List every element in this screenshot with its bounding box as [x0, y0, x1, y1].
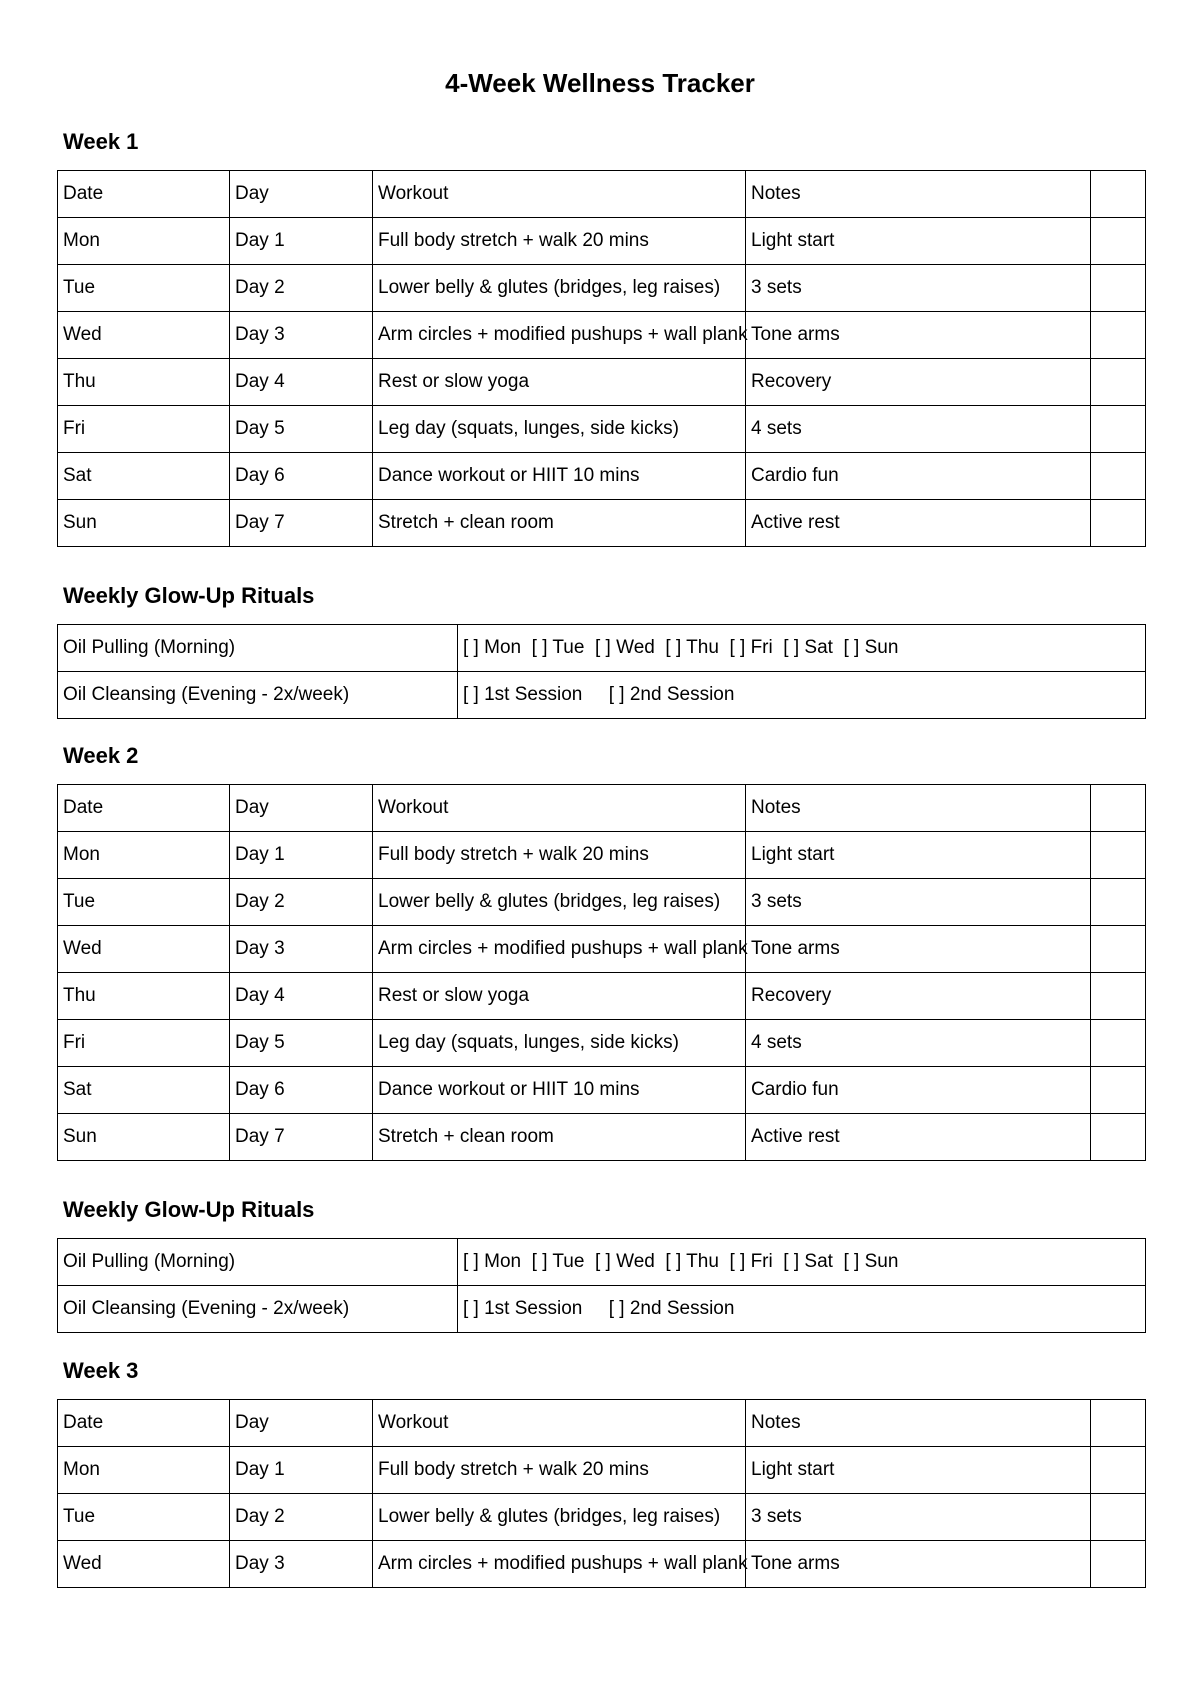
day-cell: Day 7 — [230, 1114, 373, 1161]
day-cell: Day 1 — [230, 832, 373, 879]
date-cell: Wed — [58, 1541, 230, 1588]
notes-cell: 3 sets — [746, 1494, 1091, 1541]
day-cell: Day 3 — [230, 1541, 373, 1588]
notes-cell: Active rest — [746, 1114, 1091, 1161]
header-day: Day — [230, 785, 373, 832]
check-cell[interactable] — [1091, 1114, 1146, 1161]
workout-cell: Lower belly & glutes (bridges, leg raises) — [373, 265, 746, 312]
check-cell[interactable] — [1091, 218, 1146, 265]
table-row — [58, 1494, 1146, 1541]
date-cell: Sun — [58, 500, 230, 547]
check-cell[interactable] — [1091, 312, 1146, 359]
workout-cell: Dance workout or HIIT 10 mins — [373, 453, 746, 500]
notes-cell: Cardio fun — [746, 453, 1091, 500]
workout-cell: Arm circles + modified pushups + wall plank — [373, 926, 746, 973]
check-cell[interactable] — [1091, 926, 1146, 973]
workout-cell: Leg day (squats, lunges, side kicks) — [373, 1020, 746, 1067]
week-2-table — [57, 784, 1146, 1161]
table-row — [58, 265, 1146, 312]
day-cell: Day 3 — [230, 926, 373, 973]
workout-cell: Dance workout or HIIT 10 mins — [373, 1067, 746, 1114]
week-3-heading: Week 3 — [63, 1358, 139, 1383]
table-row — [58, 500, 1146, 547]
table-row — [58, 406, 1146, 453]
rituals-heading: Weekly Glow-Up Rituals — [63, 583, 315, 608]
header-workout: Workout — [373, 785, 746, 832]
day-cell: Day 5 — [230, 406, 373, 453]
date-cell: Thu — [58, 973, 230, 1020]
check-cell[interactable] — [1091, 1067, 1146, 1114]
notes-cell: Light start — [746, 832, 1091, 879]
workout-cell: Full body stretch + walk 20 mins — [373, 1447, 746, 1494]
workout-cell: Leg day (squats, lunges, side kicks) — [373, 406, 746, 453]
notes-cell: Tone arms — [746, 1541, 1091, 1588]
check-cell[interactable] — [1091, 1447, 1146, 1494]
check-cell[interactable] — [1091, 879, 1146, 926]
check-cell[interactable] — [1091, 1494, 1146, 1541]
ritual-label: Oil Cleansing (Evening - 2x/week) — [58, 1286, 458, 1333]
header-check — [1091, 171, 1146, 218]
table-row — [58, 832, 1146, 879]
rituals-heading: Weekly Glow-Up Rituals — [63, 1197, 315, 1222]
table-row — [58, 359, 1146, 406]
header-notes: Notes — [746, 171, 1091, 218]
date-cell: Mon — [58, 218, 230, 265]
header-notes: Notes — [746, 785, 1091, 832]
check-cell[interactable] — [1091, 453, 1146, 500]
week-1-rituals-table — [57, 624, 1146, 719]
day-cell: Day 2 — [230, 879, 373, 926]
check-cell[interactable] — [1091, 500, 1146, 547]
check-cell[interactable] — [1091, 973, 1146, 1020]
date-cell: Mon — [58, 1447, 230, 1494]
notes-cell: Active rest — [746, 500, 1091, 547]
header-workout: Workout — [373, 171, 746, 218]
date-cell: Sat — [58, 453, 230, 500]
date-cell: Tue — [58, 1494, 230, 1541]
workout-cell: Arm circles + modified pushups + wall plank — [373, 1541, 746, 1588]
notes-cell: Cardio fun — [746, 1067, 1091, 1114]
ritual-checkboxes[interactable]: [ ] Mon [ ] Tue [ ] Wed [ ] Thu [ ] Fri [ ] Sat [ ] Sun — [458, 625, 1146, 672]
day-cell: Day 6 — [230, 453, 373, 500]
workout-cell: Stretch + clean room — [373, 1114, 746, 1161]
header-check — [1091, 785, 1146, 832]
table-row — [58, 1067, 1146, 1114]
day-cell: Day 4 — [230, 973, 373, 1020]
table-row — [58, 1020, 1146, 1067]
ritual-checkboxes[interactable]: [ ] 1st Session [ ] 2nd Session — [458, 672, 1146, 719]
table-row — [58, 973, 1146, 1020]
date-cell: Wed — [58, 312, 230, 359]
week-2-rituals-table — [57, 1238, 1146, 1333]
week-1-heading: Week 1 — [63, 129, 139, 154]
notes-cell: 3 sets — [746, 265, 1091, 312]
notes-cell: Light start — [746, 1447, 1091, 1494]
table-row — [58, 1114, 1146, 1161]
table-header-row — [58, 1400, 1146, 1447]
header-date: Date — [58, 785, 230, 832]
date-cell: Fri — [58, 1020, 230, 1067]
ritual-row — [58, 1239, 1146, 1286]
ritual-label: Oil Pulling (Morning) — [58, 625, 458, 672]
table-header-row — [58, 171, 1146, 218]
ritual-label: Oil Cleansing (Evening - 2x/week) — [58, 672, 458, 719]
workout-cell: Full body stretch + walk 20 mins — [373, 832, 746, 879]
notes-cell: 4 sets — [746, 1020, 1091, 1067]
check-cell[interactable] — [1091, 832, 1146, 879]
day-cell: Day 5 — [230, 1020, 373, 1067]
header-day: Day — [230, 1400, 373, 1447]
date-cell: Thu — [58, 359, 230, 406]
workout-cell: Rest or slow yoga — [373, 359, 746, 406]
day-cell: Day 4 — [230, 359, 373, 406]
notes-cell: 4 sets — [746, 406, 1091, 453]
date-cell: Tue — [58, 879, 230, 926]
date-cell: Tue — [58, 265, 230, 312]
check-cell[interactable] — [1091, 265, 1146, 312]
workout-cell: Rest or slow yoga — [373, 973, 746, 1020]
page-title: 4-Week Wellness Tracker — [445, 68, 755, 98]
ritual-row — [58, 672, 1146, 719]
day-cell: Day 2 — [230, 265, 373, 312]
header-date: Date — [58, 171, 230, 218]
week-3-table — [57, 1399, 1146, 1588]
day-cell: Day 2 — [230, 1494, 373, 1541]
ritual-checkboxes[interactable]: [ ] 1st Session [ ] 2nd Session — [458, 1286, 1146, 1333]
workout-cell: Stretch + clean room — [373, 500, 746, 547]
ritual-label: Oil Pulling (Morning) — [58, 1239, 458, 1286]
date-cell: Sun — [58, 1114, 230, 1161]
notes-cell: Light start — [746, 218, 1091, 265]
check-cell[interactable] — [1091, 1541, 1146, 1588]
workout-cell: Lower belly & glutes (bridges, leg raises) — [373, 879, 746, 926]
workout-cell: Lower belly & glutes (bridges, leg raises) — [373, 1494, 746, 1541]
day-cell: Day 7 — [230, 500, 373, 547]
check-cell[interactable] — [1091, 406, 1146, 453]
week-1-table — [57, 170, 1146, 547]
notes-cell: Recovery — [746, 359, 1091, 406]
date-cell: Fri — [58, 406, 230, 453]
header-workout: Workout — [373, 1400, 746, 1447]
day-cell: Day 1 — [230, 218, 373, 265]
table-header-row — [58, 785, 1146, 832]
check-cell[interactable] — [1091, 1020, 1146, 1067]
day-cell: Day 6 — [230, 1067, 373, 1114]
table-row — [58, 1541, 1146, 1588]
workout-cell: Arm circles + modified pushups + wall plank — [373, 312, 746, 359]
day-cell: Day 3 — [230, 312, 373, 359]
date-cell: Wed — [58, 926, 230, 973]
table-row — [58, 879, 1146, 926]
week-2-heading: Week 2 — [63, 743, 139, 768]
workout-cell: Full body stretch + walk 20 mins — [373, 218, 746, 265]
check-cell[interactable] — [1091, 359, 1146, 406]
table-row — [58, 453, 1146, 500]
day-cell: Day 1 — [230, 1447, 373, 1494]
table-row — [58, 218, 1146, 265]
table-row — [58, 926, 1146, 973]
table-row — [58, 312, 1146, 359]
notes-cell: 3 sets — [746, 879, 1091, 926]
ritual-checkboxes[interactable]: [ ] Mon [ ] Tue [ ] Wed [ ] Thu [ ] Fri [ ] Sat [ ] Sun — [458, 1239, 1146, 1286]
header-check — [1091, 1400, 1146, 1447]
notes-cell: Recovery — [746, 973, 1091, 1020]
table-row — [58, 1447, 1146, 1494]
ritual-row — [58, 625, 1146, 672]
header-date: Date — [58, 1400, 230, 1447]
date-cell: Sat — [58, 1067, 230, 1114]
header-notes: Notes — [746, 1400, 1091, 1447]
ritual-row — [58, 1286, 1146, 1333]
header-day: Day — [230, 171, 373, 218]
notes-cell: Tone arms — [746, 312, 1091, 359]
notes-cell: Tone arms — [746, 926, 1091, 973]
date-cell: Mon — [58, 832, 230, 879]
